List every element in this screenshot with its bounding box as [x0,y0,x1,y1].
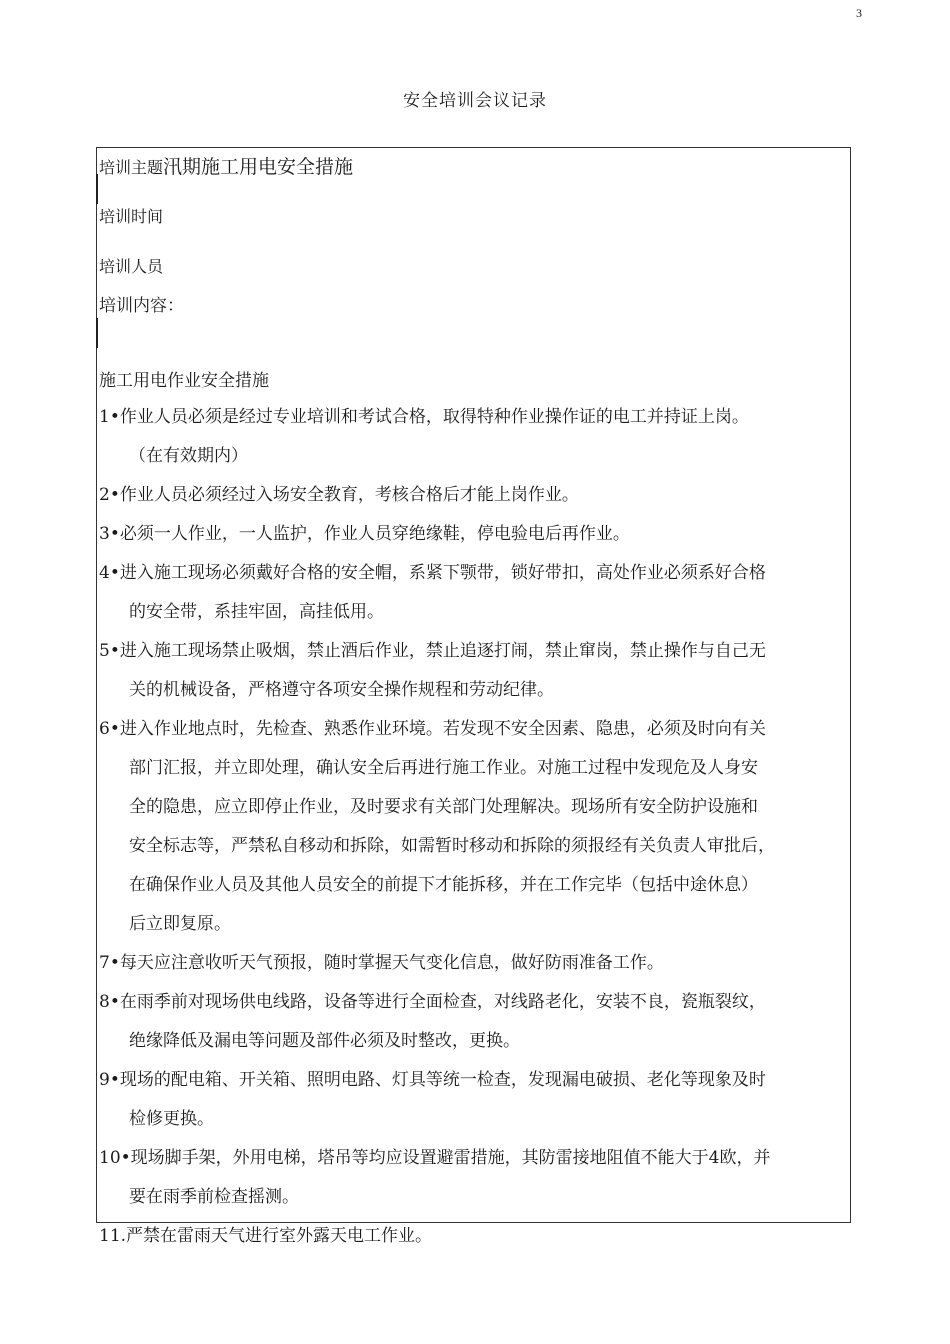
item-text: 6•进入作业地点时，先检查、熟悉作业环境。若发现不安全因素、隐患，必须及时向有关 [99,719,766,739]
margin-marker [96,174,98,204]
item-continuation: 安全标志等，严禁私自移动和拆除，如需暂时移动和拆除的须报经有关负责人审批后， [129,836,775,856]
list-item [99,983,852,1061]
item-text: 8•在雨季前对现场供电线路，设备等进行全面检查，对线路老化，安装不良，瓷瓶裂纹， [99,992,766,1012]
item-continuation: 的安全带，系挂牢固，高挂低用。 [129,602,384,622]
item-text: 7•每天应注意收听天气预报，随时掌握天气变化信息，做好防雨准备工作。 [99,953,664,973]
topic-label: 培训主题 [99,158,164,177]
list-item [99,632,852,710]
document-title: 安全培训会议记录 [403,91,547,111]
item-continuation: 要在雨季前检查摇测。 [129,1187,299,1207]
margin-marker [96,318,98,348]
item-text: 3•必须一人作业，一人监护，作业人员穿绝缘鞋，停电验电后再作业。 [99,524,630,544]
list-item [99,554,852,632]
item-continuation: 绝缘降低及漏电等问题及部件必须及时整改，更换。 [129,1031,520,1051]
list-item [99,1217,852,1256]
item-continuation: 检修更换。 [129,1109,214,1129]
item-text: 10•现场脚手架，外用电梯，塔吊等均应设置避雷措施，其防雷接地阻值不能大于4欧，并 [99,1148,771,1168]
list-item [99,1139,852,1217]
item-text: 9•现场的配电箱、开关箱、照明电路、灯具等统一检查，发现漏电破损、老化等现象及时 [99,1070,766,1090]
item-continuation: 部门汇报，并立即处理，确认安全后再进行施工作业。对施工过程中发现危及人身安 [129,758,758,778]
item-text: 4•进入施工现场必须戴好合格的安全帽，系紧下颚带，锁好带扣，高处作业必须系好合格 [99,563,766,583]
list-item [99,476,852,515]
time-label: 培训时间 [99,207,164,226]
personnel-label: 培训人员 [99,257,164,276]
measures-list [99,398,852,1256]
list-item [99,398,852,476]
item-continuation: （在有效期内） [129,446,248,466]
item-text: 5•进入施工现场禁止吸烟，禁止酒后作业，禁止追逐打闹，禁止窜岗，禁止操作与自己无 [99,641,766,661]
item-text: 11.严禁在雷雨天气进行室外露天电工作业。 [99,1226,433,1246]
training-record-box [96,147,851,1246]
topic-row [99,152,353,179]
content-label: 培训内容： [99,296,184,316]
topic-value: 汛期施工用电安全措施 [163,156,354,178]
item-continuation: 后立即复原。 [129,914,231,934]
item-continuation: 全的隐患，应立即停止作业，及时要求有关部门处理解决。现场所有安全防护设施和 [129,797,758,817]
item-continuation: 关的机械设备，严格遵守各项安全操作规程和劳动纪律。 [129,680,554,700]
list-item [99,710,852,944]
page-number: 3 [856,6,862,20]
item-text: 2•作业人员必须经过入场安全教育，考核合格后才能上岗作业。 [99,485,579,505]
item-continuation: 在确保作业人员及其他人员安全的前提下才能拆移，并在工作完毕（包括中途休息） [129,875,758,895]
item-text: 1•作业人员必须是经过专业培训和考试合格，取得特种作业操作证的电工并持证上岗。 [99,407,749,427]
list-item [99,944,852,983]
section-heading: 施工用电作业安全措施 [99,371,269,391]
list-item [99,515,852,554]
list-item [99,1061,852,1139]
